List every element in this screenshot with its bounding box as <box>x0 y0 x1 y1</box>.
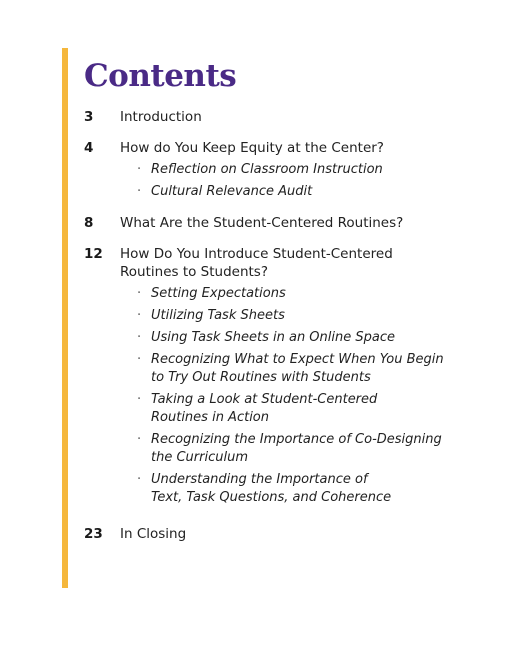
bullet-icon: · <box>137 184 142 199</box>
toc-entry-introduce-routines[interactable] <box>84 245 484 507</box>
bullet-icon: · <box>137 432 142 447</box>
page-number: 4 <box>84 140 94 156</box>
page-number: 12 <box>84 246 103 262</box>
toc-entry-equity[interactable] <box>84 139 484 201</box>
entry-title: What Are the Student-Centered Routines? <box>120 215 404 231</box>
entry-title: Introduction <box>120 109 202 125</box>
accent-bar <box>62 48 68 588</box>
bullet-icon: · <box>137 308 142 323</box>
page-number: 3 <box>84 109 94 125</box>
entry-title: How do You Keep Equity at the Center? <box>120 140 384 156</box>
subsection-item[interactable]: · Utilizing Task Sheets <box>137 308 285 323</box>
entry-title: In Closing <box>120 526 187 542</box>
subsection-item[interactable]: · Understanding the Importance of Text, Task Questions, and Coherence <box>137 472 392 505</box>
page-title: Contents <box>84 58 237 94</box>
page-number: 8 <box>84 215 94 231</box>
subsection-item[interactable]: · Cultural Relevance Audit <box>137 184 313 199</box>
bullet-icon: · <box>137 286 142 301</box>
subsection-item[interactable]: · Recognizing the Importance of Co-Designing the Curriculum <box>137 432 442 465</box>
table-of-contents <box>84 108 484 556</box>
subsection-item[interactable]: · Taking a Look at Student-Centered Routines in Action <box>137 392 378 425</box>
subsection-item[interactable]: · Setting Expectations <box>137 286 286 301</box>
bullet-icon: · <box>137 392 142 407</box>
toc-entry-closing[interactable] <box>84 525 484 543</box>
bullet-icon: · <box>137 330 142 345</box>
subsection-item[interactable]: · Using Task Sheets in an Online Space <box>137 330 395 345</box>
bullet-icon: · <box>137 352 142 367</box>
subsection-item[interactable]: · Recognizing What to Expect When You Begin to Try Out Routines with Students <box>137 352 444 385</box>
bullet-icon: · <box>137 472 142 487</box>
toc-entry-introduction[interactable] <box>84 108 484 126</box>
page-number: 23 <box>84 526 103 542</box>
bullet-icon: · <box>137 162 142 177</box>
subsection-list <box>84 161 484 201</box>
subsection-list <box>84 285 484 507</box>
toc-entry-routines[interactable] <box>84 214 484 232</box>
subsection-item[interactable]: · Reflection on Classroom Instruction <box>137 162 383 177</box>
entry-title: How Do You Introduce Student-Centered Routines to Students? <box>120 246 393 280</box>
